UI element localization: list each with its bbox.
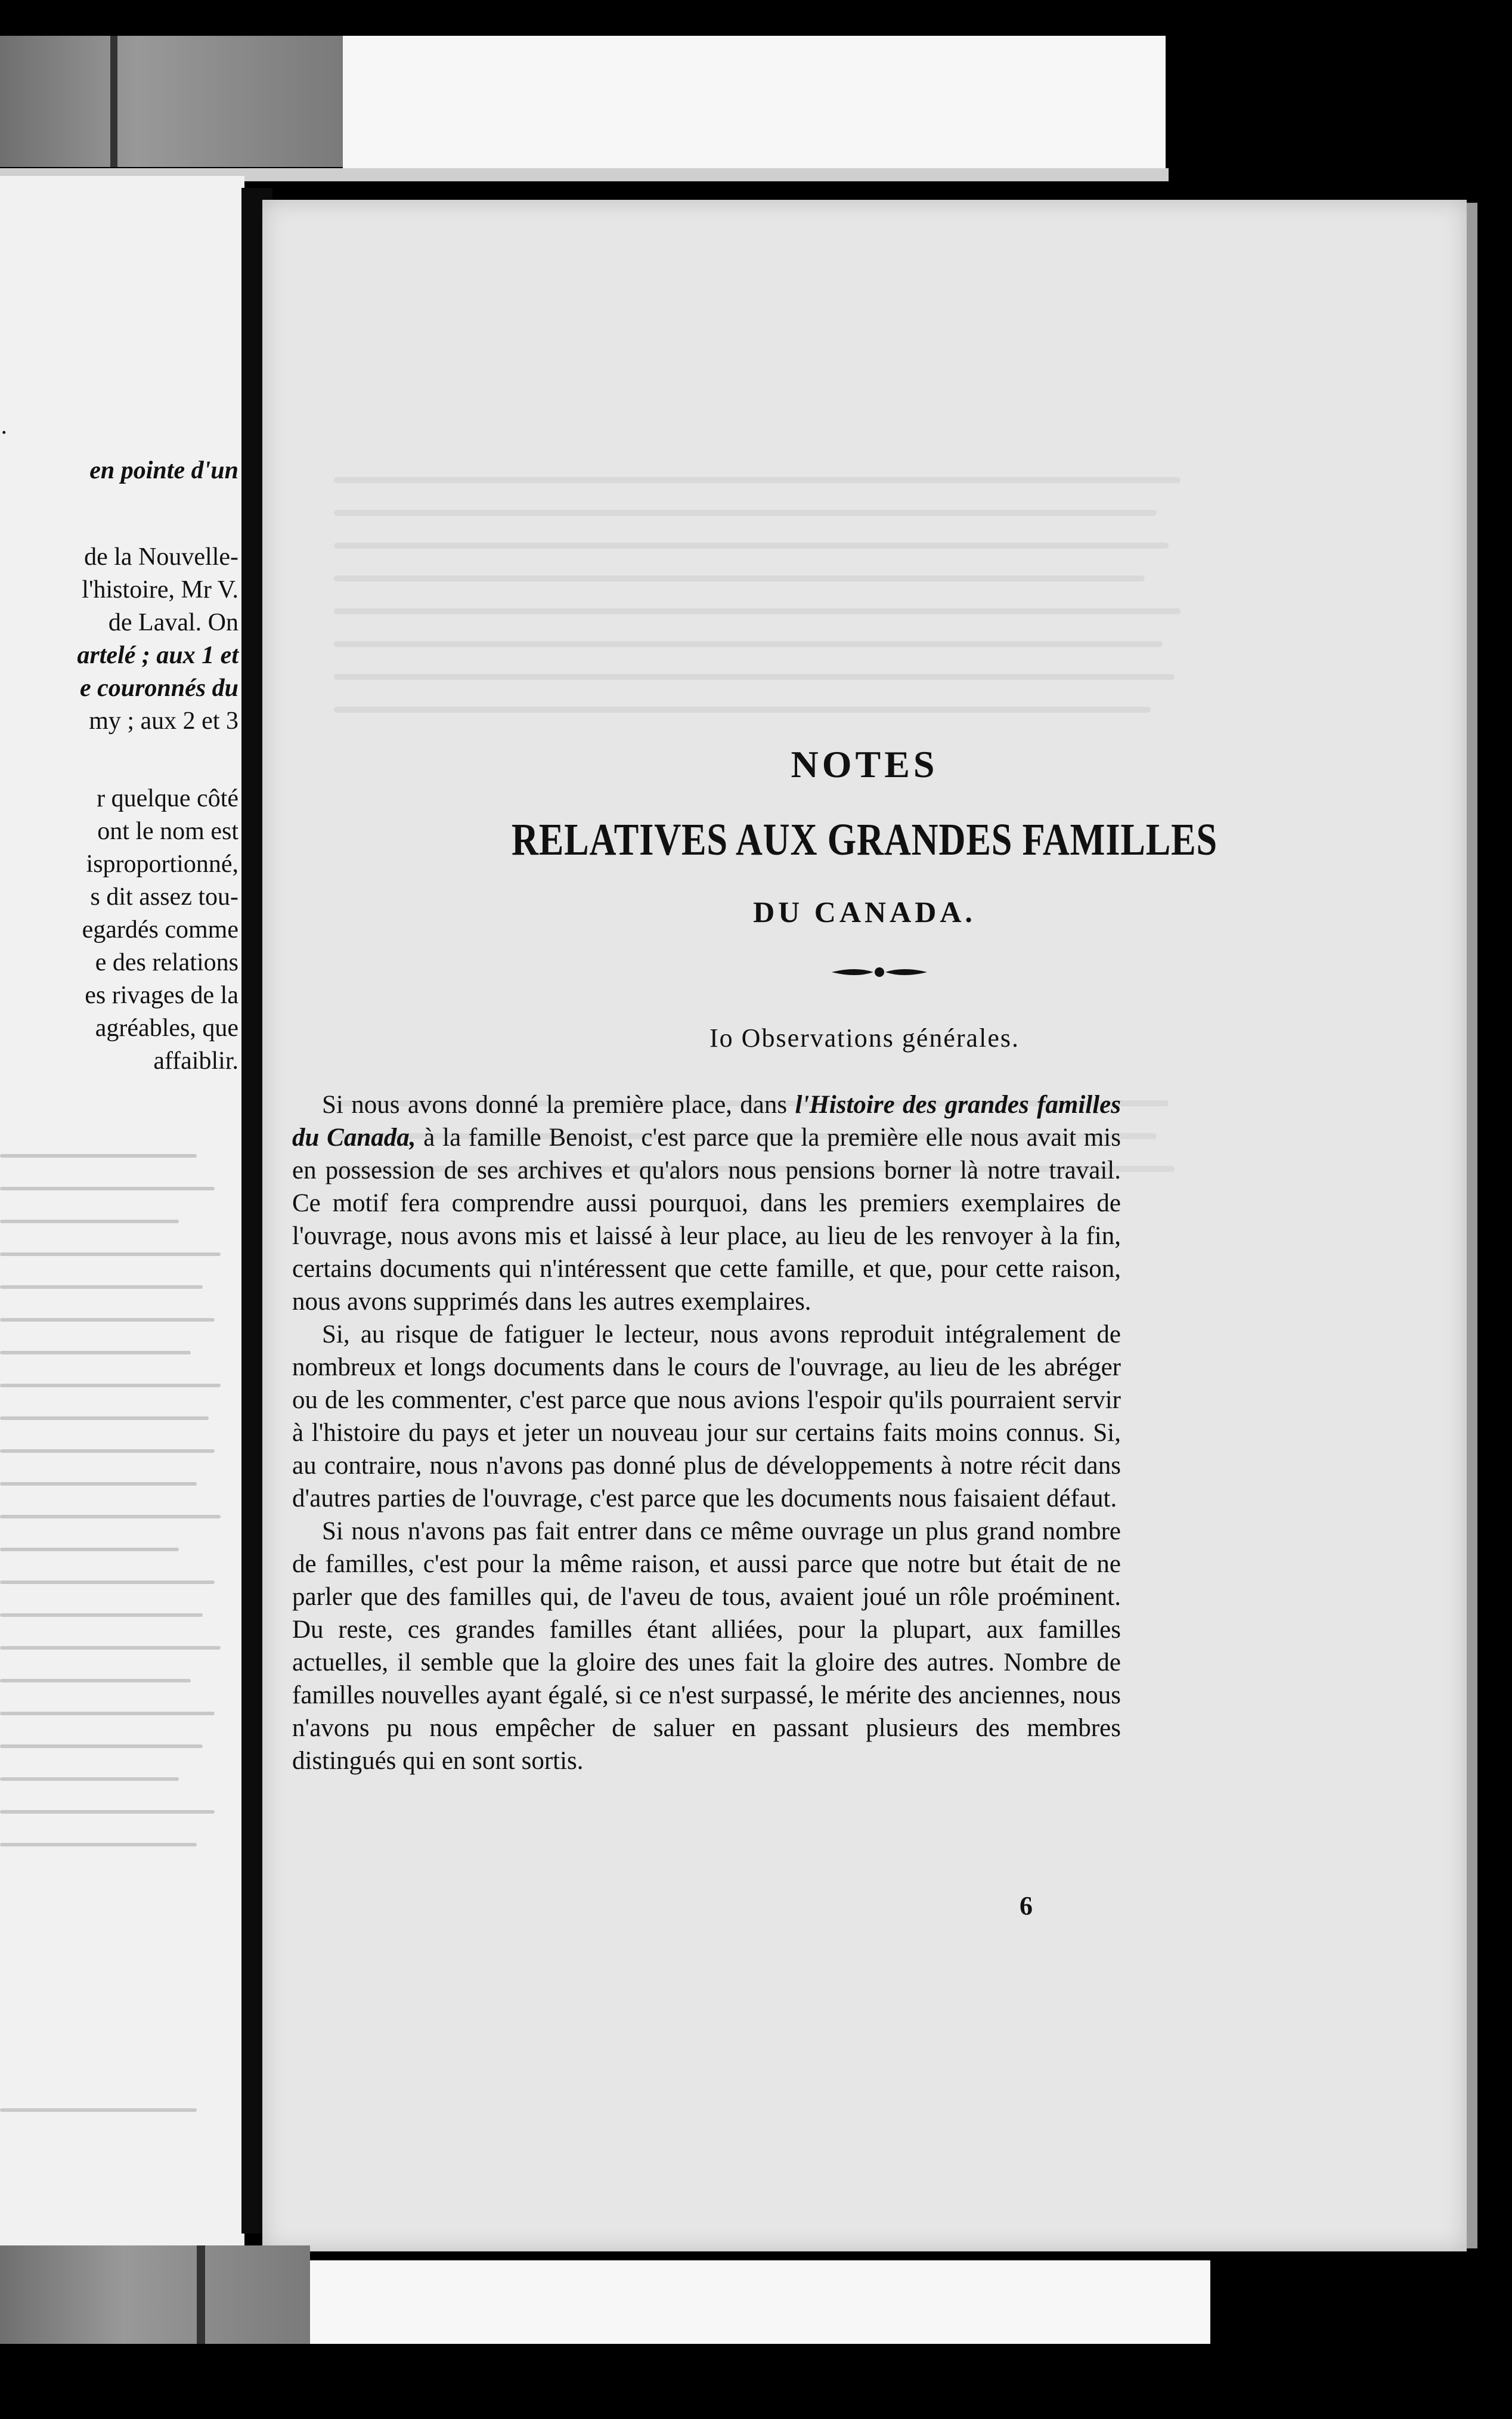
bleed-through-line bbox=[0, 1416, 209, 1420]
bleed-through-line bbox=[334, 477, 1181, 483]
top-left-tab-edge bbox=[110, 36, 117, 167]
bleed-through-line bbox=[0, 1843, 197, 1846]
bottom-left-tab-edge bbox=[197, 2245, 205, 2344]
bleed-through-line bbox=[0, 1646, 221, 1650]
paragraph: Si, au risque de fatiguer le lecteur, nous avons reproduit intégralement de nombreux et longs documents dans le cours de l'ouvrage, au lieu de les abréger ou de les commenter, c'est parce que nous avions l'espoir qu'ils pourraient servir à l'histoire du pays et jeter un nouveau jour sur certains faits moins connus. Si, au contraire, nous n'avons pas donné plus de développements à notre récit dans d'autres parties de l'ouvrage, c'est parce que les documents nous faisaient défaut. bbox=[292, 1320, 1121, 1512]
previous-page-line: affaiblir. bbox=[153, 1047, 238, 1075]
previous-page-line: en pointe d'un bbox=[89, 457, 238, 484]
section-heading: Io Observations générales. bbox=[709, 1023, 1020, 1053]
bleed-through-line bbox=[0, 1220, 179, 1223]
bleed-through-line bbox=[0, 1482, 197, 1486]
subtitle: DU CANADA. bbox=[753, 895, 976, 929]
previous-page-line: s dit assez tou- bbox=[90, 883, 238, 911]
bleed-through-line bbox=[0, 1154, 197, 1158]
paragraph: Si nous n'avons pas fait entrer dans ce même ouvrage un plus grand nombre de familles, c'est pour la même raison, et aussi parce que notre but était de ne parler que des familles qui, de l'aveu de tous, avaient joué un rôle proéminent. Du reste, ces grandes familles étant alliées, pour la plupart, aux familles actuelles, il semble que la gloire des unes fait la gloire des autres. Nombre de familles nouvelles ayant égalé, si ce n'est surpassé, le mérite des anciennes, nous n'avons pu nous empêcher de saluer en passant plusieurs des membres distingués qui en sont sortis. bbox=[292, 1517, 1121, 1775]
previous-page-line: es rivages de la bbox=[85, 982, 238, 1009]
main-title: RELATIVES AUX GRANDES FAMILLES bbox=[511, 815, 1218, 865]
title-notes: NOTES bbox=[791, 743, 938, 785]
bleed-through-line bbox=[334, 608, 1181, 614]
bleed-through-line bbox=[334, 576, 1145, 581]
previous-page-line: isproportionné, bbox=[86, 850, 238, 878]
bleed-through-line bbox=[334, 674, 1175, 680]
top-right-tab bbox=[343, 36, 1166, 173]
bleed-through-line bbox=[0, 1548, 179, 1551]
bleed-through-line bbox=[0, 2108, 197, 2112]
previous-page-line: ont le nom est bbox=[97, 818, 238, 845]
previous-page-line: artelé ; aux 1 et bbox=[77, 642, 238, 669]
paragraph bbox=[292, 1088, 1121, 1318]
bleed-through-line bbox=[0, 1515, 221, 1518]
bleed-through-line bbox=[334, 543, 1169, 549]
bottom-left-tab bbox=[0, 2245, 310, 2344]
bleed-through-line bbox=[0, 1679, 191, 1682]
bleed-through-line bbox=[0, 1318, 215, 1322]
previous-page-line: de Laval. On bbox=[108, 609, 238, 636]
bleed-through-line bbox=[0, 1580, 215, 1584]
bleed-through-line bbox=[334, 641, 1163, 647]
body-text bbox=[292, 1088, 1121, 1777]
top-left-tab bbox=[0, 36, 343, 167]
paragraph-text: Si nous avons donné la première place, dans bbox=[322, 1091, 795, 1119]
bleed-through-line bbox=[0, 1744, 203, 1748]
main-page bbox=[262, 200, 1467, 2251]
previous-page-line: l'histoire, Mr V. bbox=[82, 576, 238, 604]
book-title: l'Histoire des grandes familles du Canada, bbox=[292, 1091, 1121, 1152]
previous-page-mark: . bbox=[1, 412, 7, 440]
bleed-through-line bbox=[0, 1810, 215, 1814]
bleed-through-line bbox=[0, 1384, 221, 1387]
previous-page-line: r quelque côté bbox=[97, 785, 238, 812]
previous-page-line: my ; aux 2 et 3 bbox=[89, 707, 238, 735]
bleed-through-line bbox=[0, 1712, 215, 1715]
bleed-through-line bbox=[334, 510, 1157, 516]
previous-page-line: agréables, que bbox=[95, 1014, 238, 1042]
previous-page-line: e des relations bbox=[95, 949, 238, 976]
bleed-through-line bbox=[0, 1187, 215, 1190]
paragraph-text: à la famille Benoist, c'est parce que la première elle nous avait mis en possession de ses archives et qu'alors nous pensions borner là notre travail. Ce motif fera comprendre aussi pourquoi, dans les premiers exemplaires de l'ouvrage, nous avons mis et laissé à leur place, au lieu de les renvoyer à la fin, certains documents qui n'intéressent que cette famille, et que, pour cette raison, nous avons supprimés dans les autres exemplaires. bbox=[292, 1124, 1121, 1316]
previous-page-line: e couronnés du bbox=[79, 675, 238, 702]
ornament-divider bbox=[829, 963, 930, 981]
previous-page-line: egardés comme bbox=[82, 916, 238, 944]
bleed-through-line bbox=[0, 1613, 203, 1617]
page-edge bbox=[1467, 203, 1477, 2248]
bleed-through-line bbox=[0, 1285, 203, 1289]
page-number: 6 bbox=[1020, 1891, 1033, 1920]
bleed-through-line bbox=[0, 1351, 191, 1354]
previous-page-line: de la Nouvelle- bbox=[84, 543, 238, 571]
bottom-right-tab bbox=[310, 2260, 1210, 2344]
bleed-through-line bbox=[334, 707, 1151, 713]
bleed-through-line bbox=[0, 1449, 215, 1453]
bleed-through-line bbox=[0, 1777, 179, 1781]
previous-page bbox=[0, 176, 244, 2245]
bleed-through-line bbox=[0, 1252, 221, 1256]
